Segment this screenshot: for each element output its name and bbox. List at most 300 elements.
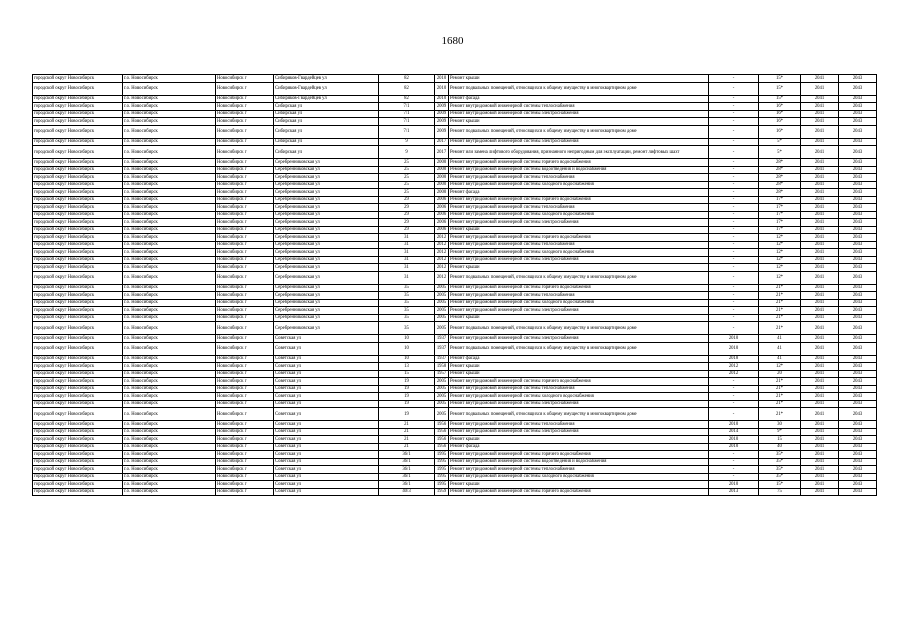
- cell-built-year: 2005: [435, 322, 449, 335]
- table-row: [33, 451, 877, 459]
- cell-municipality: городской округ Новосибирск: [33, 355, 123, 363]
- cell-settlement: г.о. Новосибирск: [123, 421, 216, 429]
- table-row: [33, 400, 877, 408]
- cell-locality: Новосибирск г: [216, 342, 274, 355]
- cell-last-repair-year: -: [709, 408, 759, 421]
- cell-built-year: 2005: [435, 307, 449, 315]
- cell-settlement: г.о. Новосибирск: [123, 408, 216, 421]
- cell-municipality: городской округ Новосибирск: [33, 299, 123, 307]
- cell-municipality: городской округ Новосибирск: [33, 159, 123, 167]
- cell-last-repair-year: -: [709, 271, 759, 284]
- cell-plan-end: 2043: [839, 400, 877, 408]
- cell-plan-start: 2041: [801, 363, 839, 371]
- cell-settlement: г.о. Новосибирск: [123, 241, 216, 249]
- cell-plan-end: 2043: [839, 174, 877, 182]
- cell-plan-end: 2043: [839, 393, 877, 401]
- cell-last-repair-year: -: [709, 166, 759, 174]
- cell-wear: 75: [759, 488, 801, 496]
- cell-municipality: городской округ Новосибирск: [33, 241, 123, 249]
- cell-street: Советская ул: [274, 466, 379, 474]
- cell-settlement: г.о. Новосибирск: [123, 146, 216, 159]
- cell-street: Сибирская ул: [274, 138, 379, 146]
- table-row: [33, 363, 877, 371]
- cell-plan-end: 2043: [839, 146, 877, 159]
- cell-locality: Новосибирск г: [216, 189, 274, 197]
- cell-work-type: Ремонт фасада: [449, 355, 709, 363]
- cell-municipality: городской округ Новосибирск: [33, 196, 123, 204]
- cell-work-type: Ремонт внутридомовой инженерной системы теплоснабжения: [449, 385, 709, 393]
- table-row: [33, 408, 877, 421]
- cell-locality: Новосибирск г: [216, 488, 274, 496]
- cell-plan-end: 2043: [839, 322, 877, 335]
- table-row: [33, 335, 877, 343]
- cell-work-type: Ремонт внутридомовой инженерной системы теплоснабжения: [449, 204, 709, 212]
- cell-settlement: г.о. Новосибирск: [123, 363, 216, 371]
- cell-locality: Новосибирск г: [216, 292, 274, 300]
- cell-municipality: городской округ Новосибирск: [33, 219, 123, 227]
- table-row: [33, 421, 877, 429]
- cell-settlement: г.о. Новосибирск: [123, 466, 216, 474]
- table-row: [33, 82, 877, 95]
- cell-plan-end: 2043: [839, 226, 877, 234]
- cell-last-repair-year: -: [709, 226, 759, 234]
- cell-municipality: городской округ Новосибирск: [33, 271, 123, 284]
- cell-work-type: Ремонт крыши: [449, 436, 709, 444]
- cell-plan-end: 2043: [839, 292, 877, 300]
- cell-plan-end: 2043: [839, 428, 877, 436]
- cell-locality: Новосибирск г: [216, 159, 274, 167]
- cell-municipality: городской округ Новосибирск: [33, 264, 123, 272]
- cell-settlement: г.о. Новосибирск: [123, 284, 216, 292]
- cell-municipality: городской округ Новосибирск: [33, 370, 123, 378]
- cell-street: Советская ул: [274, 443, 379, 451]
- cell-house-number: 10: [379, 335, 435, 343]
- page-number: 1680: [441, 35, 464, 47]
- cell-municipality: городской округ Новосибирск: [33, 249, 123, 257]
- cell-last-repair-year: -: [709, 189, 759, 197]
- cell-wear: 17*: [759, 211, 801, 219]
- cell-street: Советская ул: [274, 370, 379, 378]
- cell-locality: Новосибирск г: [216, 443, 274, 451]
- cell-locality: Новосибирск г: [216, 400, 274, 408]
- table-row: [33, 385, 877, 393]
- cell-plan-start: 2041: [801, 443, 839, 451]
- table-row: [33, 284, 877, 292]
- cell-last-repair-year: -: [709, 378, 759, 386]
- cell-plan-start: 2041: [801, 103, 839, 111]
- cell-settlement: г.о. Новосибирск: [123, 196, 216, 204]
- cell-plan-start: 2041: [801, 189, 839, 197]
- cell-plan-start: 2041: [801, 211, 839, 219]
- cell-house-number: 31: [379, 234, 435, 242]
- table-row: [33, 271, 877, 284]
- table-row: [33, 211, 877, 219]
- cell-house-number: 35: [379, 322, 435, 335]
- cell-plan-end: 2043: [839, 421, 877, 429]
- cell-work-type: Ремонт внутридомовой инженерной системы горячего водоснабжения: [449, 234, 709, 242]
- cell-settlement: г.о. Новосибирск: [123, 322, 216, 335]
- cell-wear: 35*: [759, 466, 801, 474]
- cell-plan-start: 2041: [801, 292, 839, 300]
- cell-locality: Новосибирск г: [216, 75, 274, 83]
- cell-settlement: г.о. Новосибирск: [123, 125, 216, 138]
- cell-work-type: Ремонт внутридомовой инженерной системы горячего водоснабжения: [449, 196, 709, 204]
- cell-house-number: 7/1: [379, 125, 435, 138]
- cell-locality: Новосибирск г: [216, 226, 274, 234]
- cell-municipality: городской округ Новосибирск: [33, 335, 123, 343]
- cell-plan-start: 2041: [801, 322, 839, 335]
- cell-house-number: 35: [379, 292, 435, 300]
- cell-wear: 9*: [759, 428, 801, 436]
- cell-work-type: Ремонт внутридомовой инженерной системы горячего водоснабжения: [449, 378, 709, 386]
- cell-work-type: Ремонт крыши: [449, 363, 709, 371]
- cell-built-year: 1959: [435, 488, 449, 496]
- cell-wear: 15*: [759, 82, 801, 95]
- cell-wear: 16*: [759, 118, 801, 126]
- cell-street: Советская ул: [274, 342, 379, 355]
- cell-plan-start: 2041: [801, 451, 839, 459]
- cell-work-type: Ремонт внутридомовой инженерной системы горячего водоснабжения: [449, 488, 709, 496]
- cell-plan-end: 2043: [839, 451, 877, 459]
- cell-wear: 15*: [759, 481, 801, 489]
- cell-wear: 21*: [759, 400, 801, 408]
- cell-last-repair-year: -: [709, 146, 759, 159]
- cell-plan-end: 2043: [839, 264, 877, 272]
- cell-settlement: г.о. Новосибирск: [123, 249, 216, 257]
- cell-plan-start: 2041: [801, 110, 839, 118]
- cell-work-type: Ремонт фасада: [449, 443, 709, 451]
- cell-plan-start: 2041: [801, 264, 839, 272]
- cell-last-repair-year: 2010: [709, 481, 759, 489]
- cell-wear: 17*: [759, 196, 801, 204]
- table-row: [33, 322, 877, 335]
- cell-house-number: 21: [379, 428, 435, 436]
- cell-settlement: г.о. Новосибирск: [123, 204, 216, 212]
- cell-work-type: Ремонт внутридомовой инженерной системы электроснабжения: [449, 138, 709, 146]
- cell-plan-end: 2043: [839, 466, 877, 474]
- cell-house-number: 35: [379, 314, 435, 322]
- cell-built-year: 2005: [435, 299, 449, 307]
- cell-municipality: городской округ Новосибирск: [33, 284, 123, 292]
- cell-plan-start: 2041: [801, 118, 839, 126]
- cell-house-number: 35: [379, 284, 435, 292]
- cell-settlement: г.о. Новосибирск: [123, 95, 216, 103]
- cell-work-type: Ремонт фасада: [449, 189, 709, 197]
- cell-built-year: 2005: [435, 408, 449, 421]
- cell-work-type: Ремонт внутридомовой инженерной системы теплоснабжения: [449, 103, 709, 111]
- cell-last-repair-year: -: [709, 307, 759, 315]
- cell-wear: 16*: [759, 125, 801, 138]
- cell-street: Серебренниковская ул: [274, 204, 379, 212]
- cell-settlement: г.о. Новосибирск: [123, 110, 216, 118]
- cell-built-year: 1995: [435, 473, 449, 481]
- cell-settlement: г.о. Новосибирск: [123, 370, 216, 378]
- cell-built-year: 2000: [435, 166, 449, 174]
- cell-built-year: 2005: [435, 378, 449, 386]
- cell-plan-end: 2043: [839, 443, 877, 451]
- cell-house-number: 29: [379, 204, 435, 212]
- cell-wear: 15*: [759, 95, 801, 103]
- table-row: [33, 473, 877, 481]
- cell-locality: Новосибирск г: [216, 322, 274, 335]
- cell-built-year: 2009: [435, 125, 449, 138]
- cell-municipality: городской округ Новосибирск: [33, 226, 123, 234]
- cell-settlement: г.о. Новосибирск: [123, 103, 216, 111]
- cell-settlement: г.о. Новосибирск: [123, 264, 216, 272]
- cell-built-year: 2005: [435, 314, 449, 322]
- cell-built-year: 1995: [435, 458, 449, 466]
- cell-work-type: Ремонт внутридомовой инженерной системы электроснабжения: [449, 428, 709, 436]
- cell-settlement: г.о. Новосибирск: [123, 118, 216, 126]
- cell-locality: Новосибирск г: [216, 110, 274, 118]
- cell-last-repair-year: -: [709, 322, 759, 335]
- table-row: [33, 249, 877, 257]
- cell-built-year: 2012: [435, 256, 449, 264]
- cell-house-number: 25: [379, 166, 435, 174]
- table-row: [33, 466, 877, 474]
- cell-locality: Новосибирск г: [216, 335, 274, 343]
- cell-house-number: 29: [379, 226, 435, 234]
- cell-work-type: Ремонт подвальных помещений, относящихся к общему имуществу в многоквартирном доме: [449, 82, 709, 95]
- cell-house-number: 36/1: [379, 473, 435, 481]
- cell-plan-end: 2043: [839, 408, 877, 421]
- cell-settlement: г.о. Новосибирск: [123, 458, 216, 466]
- cell-last-repair-year: 2012: [709, 370, 759, 378]
- cell-house-number: 19: [379, 408, 435, 421]
- cell-built-year: 1937: [435, 335, 449, 343]
- cell-built-year: 1995: [435, 466, 449, 474]
- cell-street: Серебренниковская ул: [274, 264, 379, 272]
- cell-house-number: 31: [379, 264, 435, 272]
- cell-work-type: Ремонт крыши: [449, 226, 709, 234]
- table-row: [33, 256, 877, 264]
- cell-built-year: 2005: [435, 393, 449, 401]
- capital-repair-table: [32, 74, 877, 496]
- cell-house-number: 31: [379, 241, 435, 249]
- cell-plan-start: 2041: [801, 488, 839, 496]
- cell-municipality: городской округ Новосибирск: [33, 189, 123, 197]
- cell-last-repair-year: 2010: [709, 342, 759, 355]
- cell-house-number: 19: [379, 393, 435, 401]
- cell-wear: 15: [759, 436, 801, 444]
- cell-work-type: Ремонт внутридомовой инженерной системы холодного водоснабжения: [449, 211, 709, 219]
- cell-settlement: г.о. Новосибирск: [123, 307, 216, 315]
- table-row: [33, 219, 877, 227]
- cell-built-year: 2000: [435, 174, 449, 182]
- cell-house-number: 19: [379, 385, 435, 393]
- cell-municipality: городской округ Новосибирск: [33, 428, 123, 436]
- cell-street: Серебренниковская ул: [274, 249, 379, 257]
- cell-street: Серебренниковская ул: [274, 314, 379, 322]
- cell-built-year: 2005: [435, 385, 449, 393]
- cell-settlement: г.о. Новосибирск: [123, 481, 216, 489]
- cell-built-year: 2005: [435, 400, 449, 408]
- cell-municipality: городской округ Новосибирск: [33, 118, 123, 126]
- cell-wear: 15*: [759, 75, 801, 83]
- cell-plan-end: 2043: [839, 378, 877, 386]
- cell-street: Сибиряков-Гвардейцев ул: [274, 95, 379, 103]
- cell-locality: Новосибирск г: [216, 466, 274, 474]
- cell-locality: Новосибирск г: [216, 393, 274, 401]
- cell-plan-start: 2041: [801, 196, 839, 204]
- cell-street: Серебренниковская ул: [274, 271, 379, 284]
- cell-built-year: 2017: [435, 146, 449, 159]
- cell-settlement: г.о. Новосибирск: [123, 355, 216, 363]
- cell-locality: Новосибирск г: [216, 196, 274, 204]
- cell-work-type: Ремонт внутридомовой инженерной системы теплоснабжения: [449, 466, 709, 474]
- cell-locality: Новосибирск г: [216, 385, 274, 393]
- cell-last-repair-year: -: [709, 400, 759, 408]
- cell-last-repair-year: -: [709, 196, 759, 204]
- cell-plan-end: 2043: [839, 196, 877, 204]
- cell-settlement: г.о. Новосибирск: [123, 219, 216, 227]
- cell-plan-end: 2043: [839, 159, 877, 167]
- table-row: [33, 166, 877, 174]
- cell-plan-start: 2041: [801, 219, 839, 227]
- table-row: [33, 95, 877, 103]
- cell-street: Серебренниковская ул: [274, 241, 379, 249]
- cell-built-year: 1995: [435, 481, 449, 489]
- cell-street: Серебренниковская ул: [274, 181, 379, 189]
- cell-work-type: Ремонт внутридомовой инженерной системы теплоснабжения: [449, 241, 709, 249]
- table-row: [33, 138, 877, 146]
- cell-plan-end: 2043: [839, 211, 877, 219]
- cell-last-repair-year: 2010: [709, 335, 759, 343]
- cell-municipality: городской округ Новосибирск: [33, 451, 123, 459]
- cell-locality: Новосибирск г: [216, 103, 274, 111]
- table-row: [33, 241, 877, 249]
- cell-wear: 28*: [759, 166, 801, 174]
- cell-last-repair-year: -: [709, 219, 759, 227]
- cell-street: Советская ул: [274, 385, 379, 393]
- cell-last-repair-year: -: [709, 314, 759, 322]
- cell-plan-end: 2043: [839, 138, 877, 146]
- cell-plan-end: 2043: [839, 166, 877, 174]
- cell-work-type: Ремонт крыши: [449, 264, 709, 272]
- cell-settlement: г.о. Новосибирск: [123, 234, 216, 242]
- cell-work-type: Ремонт внутридомовой инженерной системы холодного водоснабжения: [449, 249, 709, 257]
- cell-last-repair-year: -: [709, 473, 759, 481]
- cell-locality: Новосибирск г: [216, 256, 274, 264]
- cell-house-number: 25: [379, 181, 435, 189]
- cell-plan-start: 2041: [801, 466, 839, 474]
- cell-work-type: Ремонт крыши: [449, 481, 709, 489]
- cell-plan-end: 2043: [839, 75, 877, 83]
- cell-locality: Новосибирск г: [216, 211, 274, 219]
- cell-street: Советская ул: [274, 436, 379, 444]
- cell-plan-end: 2043: [839, 342, 877, 355]
- cell-plan-end: 2043: [839, 481, 877, 489]
- cell-settlement: г.о. Новосибирск: [123, 488, 216, 496]
- cell-house-number: 21: [379, 443, 435, 451]
- cell-municipality: городской округ Новосибирск: [33, 322, 123, 335]
- cell-plan-start: 2041: [801, 314, 839, 322]
- cell-municipality: городской округ Новосибирск: [33, 103, 123, 111]
- cell-built-year: 2005: [435, 292, 449, 300]
- cell-plan-start: 2041: [801, 82, 839, 95]
- cell-municipality: городской округ Новосибирск: [33, 82, 123, 95]
- cell-settlement: г.о. Новосибирск: [123, 75, 216, 83]
- cell-house-number: 31: [379, 256, 435, 264]
- cell-settlement: г.о. Новосибирск: [123, 473, 216, 481]
- cell-house-number: 10: [379, 342, 435, 355]
- cell-municipality: городской округ Новосибирск: [33, 292, 123, 300]
- cell-wear: 21*: [759, 408, 801, 421]
- cell-last-repair-year: -: [709, 204, 759, 212]
- cell-municipality: городской округ Новосибирск: [33, 234, 123, 242]
- table-row: [33, 204, 877, 212]
- cell-wear: 21*: [759, 299, 801, 307]
- cell-settlement: г.о. Новосибирск: [123, 174, 216, 182]
- cell-house-number: 35: [379, 299, 435, 307]
- cell-wear: 17*: [759, 204, 801, 212]
- table-row: [33, 103, 877, 111]
- cell-locality: Новосибирск г: [216, 118, 274, 126]
- cell-street: Советская ул: [274, 408, 379, 421]
- cell-wear: 17*: [759, 219, 801, 227]
- cell-plan-start: 2041: [801, 400, 839, 408]
- cell-wear: 41: [759, 342, 801, 355]
- cell-last-repair-year: -: [709, 299, 759, 307]
- cell-wear: 12*: [759, 271, 801, 284]
- cell-street: Серебренниковская ул: [274, 284, 379, 292]
- cell-built-year: 2012: [435, 271, 449, 284]
- cell-built-year: 2006: [435, 219, 449, 227]
- cell-plan-start: 2041: [801, 342, 839, 355]
- cell-locality: Новосибирск г: [216, 174, 274, 182]
- cell-settlement: г.о. Новосибирск: [123, 181, 216, 189]
- cell-municipality: городской округ Новосибирск: [33, 393, 123, 401]
- cell-locality: Новосибирск г: [216, 307, 274, 315]
- table-row: [33, 314, 877, 322]
- cell-plan-end: 2043: [839, 82, 877, 95]
- cell-street: Серебренниковская ул: [274, 292, 379, 300]
- cell-plan-end: 2043: [839, 335, 877, 343]
- cell-work-type: Ремонт внутридомовой инженерной системы электроснабжения: [449, 400, 709, 408]
- cell-locality: Новосибирск г: [216, 355, 274, 363]
- cell-wear: 30: [759, 421, 801, 429]
- cell-plan-end: 2043: [839, 234, 877, 242]
- cell-locality: Новосибирск г: [216, 299, 274, 307]
- cell-plan-start: 2041: [801, 408, 839, 421]
- cell-built-year: 2006: [435, 204, 449, 212]
- cell-locality: Новосибирск г: [216, 370, 274, 378]
- cell-work-type: Ремонт внутридомовой инженерной системы электроснабжения: [449, 256, 709, 264]
- cell-last-repair-year: -: [709, 264, 759, 272]
- cell-plan-start: 2041: [801, 473, 839, 481]
- cell-settlement: г.о. Новосибирск: [123, 292, 216, 300]
- cell-settlement: г.о. Новосибирск: [123, 400, 216, 408]
- cell-plan-start: 2041: [801, 125, 839, 138]
- cell-plan-end: 2043: [839, 249, 877, 257]
- cell-last-repair-year: -: [709, 211, 759, 219]
- cell-work-type: Ремонт внутридомовой инженерной системы электроснабжения: [449, 110, 709, 118]
- cell-built-year: 1937: [435, 342, 449, 355]
- cell-street: Советская ул: [274, 400, 379, 408]
- cell-work-type: Ремонт подвальных помещений, относящихся к общему имуществу в многоквартирном доме: [449, 342, 709, 355]
- cell-wear: 28*: [759, 159, 801, 167]
- cell-last-repair-year: -: [709, 451, 759, 459]
- cell-wear: 12*: [759, 241, 801, 249]
- cell-street: Серебренниковская ул: [274, 226, 379, 234]
- cell-locality: Новосибирск г: [216, 249, 274, 257]
- cell-locality: Новосибирск г: [216, 314, 274, 322]
- cell-last-repair-year: -: [709, 284, 759, 292]
- cell-municipality: городской округ Новосибирск: [33, 436, 123, 444]
- table-row: [33, 146, 877, 159]
- table-row: [33, 264, 877, 272]
- cell-street: Советская ул: [274, 355, 379, 363]
